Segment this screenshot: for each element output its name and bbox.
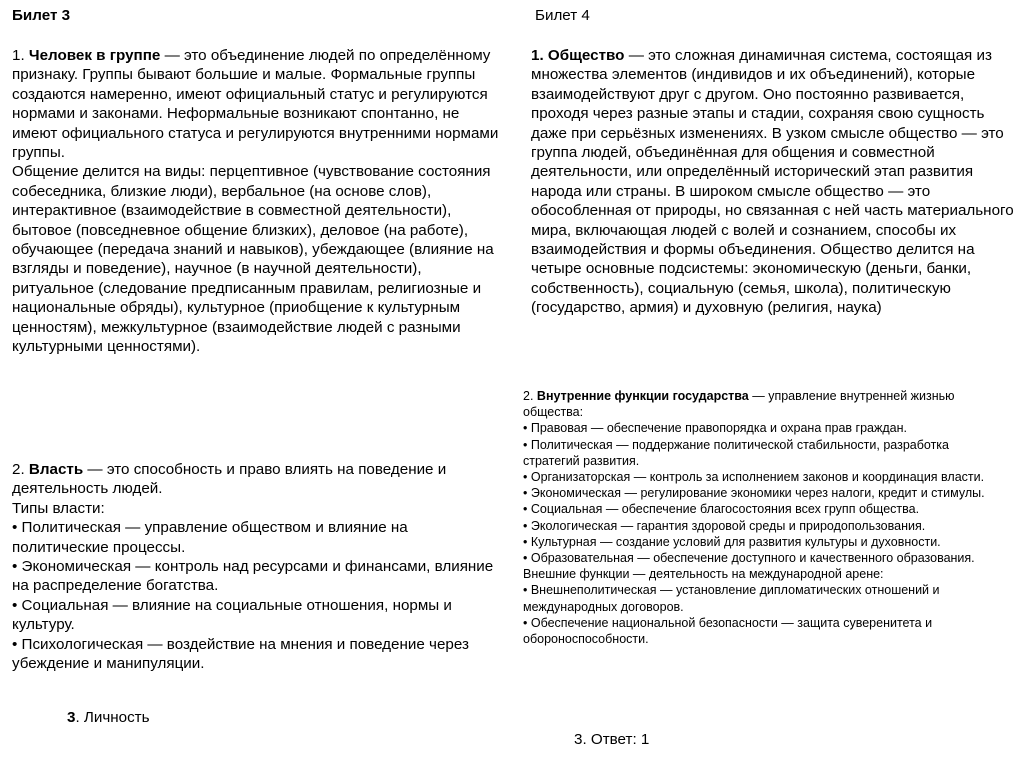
r-q2-number: 2. xyxy=(523,389,534,403)
q2-def-text: — это способность и право влиять на поведение и деятельность людей. xyxy=(12,461,447,498)
q1-def-text: — это объединение людей по определённому признаку. Группы бывают большие и малые. Формальные группы создаются намеренно, имеют официальный статус и регулируются нормами и законами. Неформальные возникают спонтанно, не имеют официального статуса и регулируются внутренними нормами группы. xyxy=(12,47,499,162)
list-item: • Обеспечение национальной безопасности — защита суверенитета и обороноспособности. xyxy=(523,615,933,647)
r-q1-def-text: — это сложная динамичная система, состоящая из множества элементов (индивидов и их объединений), которые взаимодействуют друг с другом. Оно постоянно развивается, проходя через разные этапы и стадии, сохраняя свою сущность даже при серьёзных изменениях. В узком смысле общество — это группа людей, объединённая для общения и совместной деятельности, или определённый исторический этап развития народа или страны. В широком смысле общество — это обособленная от природы, но связанная с ней часть материального мира, включающая людей с волей и сознанием, способы их взаимодействия и формы объединения. Общество делится на четыре основные подсистемы: экономическую (деньги, банки, собственность), социальную (семья, школа), политическую (государство, армия) и духовную (религия, наука) xyxy=(531,47,1014,317)
list-item: • Политическая — управление обществом и влияние на политические процессы. xyxy=(12,519,408,556)
r-q1-number: 1 xyxy=(531,47,540,64)
list-item: • Организаторская — контроль за исполнением законов и координация власти. xyxy=(523,470,985,485)
r-q2-term: Внутренние функции государства xyxy=(536,389,749,403)
q3-text: . Личность xyxy=(75,709,150,726)
list-item: • Правовая — обеспечение правопорядка и охрана прав граждан. xyxy=(523,421,907,436)
external-functions-label: Внешние функции — деятельность на международной арене: xyxy=(523,567,884,582)
q1-term: Человек в группе xyxy=(28,47,161,64)
list-item: • Социальная — влияние на социальные отношения, нормы и культуру. xyxy=(12,596,452,634)
list-item: • Психологическая — воздействие на мнения и поведение через убеждение и манипуляции. xyxy=(12,635,469,673)
list-item: • Экономическая — регулирование экономики через налоги, кредит и стимулы. xyxy=(523,486,985,501)
q1-number: 1 xyxy=(12,47,21,64)
ticket-3-title: Билет 3 xyxy=(12,7,71,24)
ticket-3-question-1 xyxy=(12,46,500,357)
power-types-list xyxy=(12,518,500,673)
list-item: • Социальная — обеспечение благосостояния всех групп общества. xyxy=(523,502,920,517)
ticket-4-title: Билет 4 xyxy=(535,7,590,24)
q2-number: 2 xyxy=(12,461,21,478)
list-item: • Образовательная — обеспечение доступного и качественного образования. xyxy=(523,551,975,566)
list-item: • Внешнеполитическая — установление дипломатических отношений и международных договоров. xyxy=(523,583,940,614)
q2-types-label: Типы власти: xyxy=(12,499,105,517)
external-functions-list xyxy=(523,582,1008,647)
r-q2-def-text: — управление внутренней жизнью общества: xyxy=(523,389,955,420)
q3-number: 3 xyxy=(67,709,76,726)
q2-term: Власть xyxy=(28,461,84,478)
ticket-3-question-2 xyxy=(12,460,500,673)
r-q1-definition: 1. Общество — это сложная динамичная система, состоящая из множества элементов (индивидов и их объединений), которые взаимодействуют друг с другом. Оно постоянно развивается, проходя через разные этапы и стадии, сохраняя свою сущность даже при серьёзных изменениях. В узком смысле общество — это группа людей, объединённая для общения и совместной деятельности, или определённый исторический этап развития народа или страны. В широком смысле общество — это обособленная от природы, но связанная с ней часть материального мира, включающая людей с волей и сознанием, способы их взаимодействия и формы объединения. Общество делится на четыре основные подсистемы: экономическую (деньги, банки, собственность), социальную (семья, школа), политическую (государство, армия) и духовную (религия, наука) xyxy=(531,47,1014,317)
r-q2-definition xyxy=(523,388,1008,420)
q2-definition: 2. Власть — это способность и право влиять на поведение и деятельность людей. xyxy=(12,461,447,498)
list-item: • Политическая — поддержание политической стабильности, разработка стратегий развития. xyxy=(523,437,949,468)
q1-definition: 1. Человек в группе — это объединение людей по определённому признаку. Группы бывают большие и малые. Формальные группы создаются намеренно, имеют официальный статус и регулируются нормами и законами. Неформальные возникают спонтанно, не имеют официального статуса и регулируются внутренними нормами группы. xyxy=(12,47,499,162)
list-item: • Экологическая — гарантия здоровой среды и природопользования. xyxy=(523,518,926,533)
q1-communication-types: Общение делится на виды: перцептивное (чувствование состояния собеседника, близкие люди), вербальное (на основе слов), интерактивное (взаимодействие в совместной деятельности), бытовое (повседневное общение близких), деловое (на работе), обучающее (передача знаний и навыков), убеждающее (влияние на взгляды и поведение), научное (в научной деятельности), ритуальное (следование предписанным правилам, религиозные и национальные обряды), культурное (приобщение к культурным ценностям), межкультурное (взаимодействие людей с разными культурными ценностями). xyxy=(12,163,494,356)
ticket-4-question-3: 3. Ответ: 1 xyxy=(574,731,650,748)
list-item: • Культурная — создание условий для развития культуры и духовности. xyxy=(523,534,941,549)
ticket-3-question-3 xyxy=(67,708,150,727)
ticket-4-question-2 xyxy=(523,388,1008,647)
r-q1-term: Общество xyxy=(547,47,625,64)
internal-functions-list xyxy=(523,420,1008,566)
ticket-4-question-1 xyxy=(531,46,1016,318)
list-item: • Экономическая — контроль над ресурсами и финансами, влияние на распределение богатства. xyxy=(12,558,494,595)
